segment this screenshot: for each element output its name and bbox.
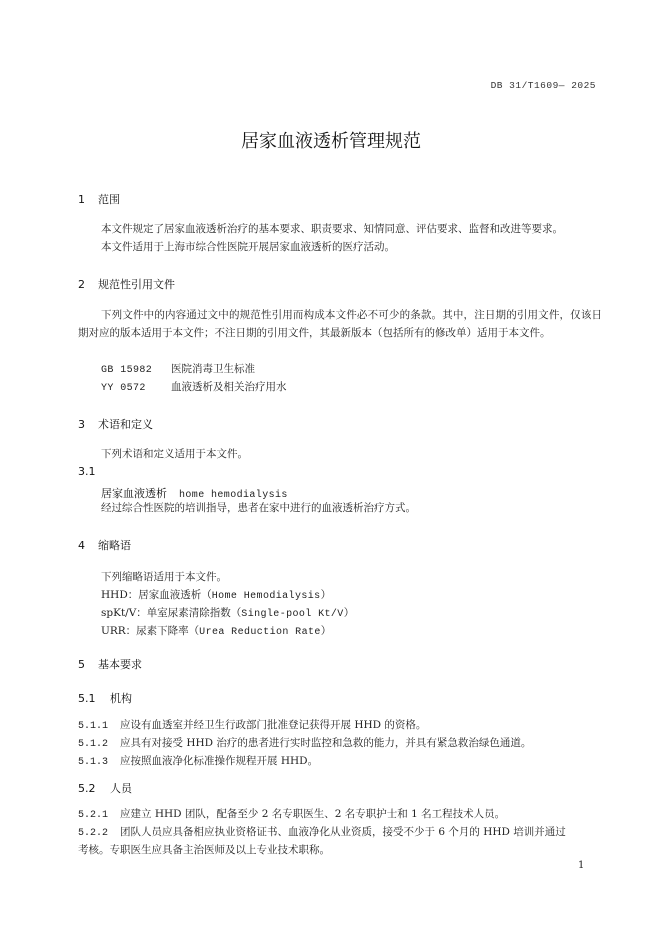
section-title: 缩略语 [98, 539, 131, 552]
paragraph: 下列缩略语适用于本文件。 [101, 571, 227, 583]
section-title: 规范性引用文件 [98, 278, 175, 291]
clause-number: 5.1.1 [78, 721, 109, 732]
section-title: 范围 [98, 193, 120, 206]
abbreviation-english: Home Hemodialysis [211, 591, 321, 602]
normative-reference [101, 379, 287, 394]
abbreviation-english: Urea Reduction Rate [199, 627, 321, 638]
subsection-title: 人员 [110, 782, 132, 795]
abbreviation-label: spKt/V：单室尿素清除指数（ [101, 607, 242, 619]
abbreviation-item [101, 623, 331, 638]
abbreviation-close: ） [320, 625, 332, 637]
term-definition: 经过综合性医院的培训指导，患者在家中进行的血液透析治疗方式。 [101, 502, 416, 514]
section-title: 术语和定义 [98, 418, 153, 431]
clause-number: 5.2.1 [78, 810, 109, 821]
abbreviation-item [101, 587, 331, 602]
term-name: 居家血液透析 [101, 487, 167, 500]
normative-reference [101, 361, 255, 376]
abbreviation-item [101, 605, 354, 620]
clause-number: 5.2.2 [78, 828, 109, 839]
abbreviation-english: Single-pool Kt/V [241, 609, 344, 620]
clause-text: 团队人员应具备相应执业资格证书、血液净化从业资质，接受不少于 6 个月的 HHD 培训并通过 [120, 826, 566, 838]
reference-title: 医院消毒卫生标准 [171, 363, 255, 375]
subsection-5-2-heading [78, 780, 132, 796]
section-2-heading [78, 276, 175, 292]
clause-number: 5.1.3 [78, 757, 109, 768]
section-number: 2 [78, 278, 85, 291]
section-number: 3 [78, 418, 85, 431]
clause-5-2-2 [78, 824, 566, 839]
clause-5-1-3 [78, 753, 318, 768]
clause-5-1-1 [78, 717, 426, 732]
clause-5-2-1 [78, 806, 505, 821]
page-number: 1 [578, 860, 585, 871]
abbreviation-label: HHD：居家血液透析（ [101, 589, 212, 601]
section-number: 4 [78, 539, 85, 552]
paragraph: 下列文件中的内容通过文中的规范性引用而构成本文件必不可少的条款。其中，注日期的引用文件，仅该日期对应的版本适用于本文件；不注日期的引用文件，其最新版本（包括所有的修改单）适用于本文件。 [78, 309, 602, 339]
reference-code: GB 15982 [101, 365, 153, 376]
reference-code: YY 0572 [101, 383, 146, 394]
term-entry [101, 482, 288, 501]
paragraph: 本文件规定了居家血液透析治疗的基本要求、职责要求、知情同意、评估要求、监督和改进等要求。 [101, 223, 563, 235]
section-1-heading [78, 191, 120, 207]
paragraph: 本文件适用于上海市综合性医院开展居家血液透析的医疗活动。 [101, 241, 395, 253]
section-number: 5 [78, 658, 85, 671]
subsection-number: 5.1 [78, 692, 96, 705]
clause-number: 5.1.2 [78, 739, 109, 750]
section-3-heading [78, 416, 153, 432]
term-english: home hemodialysis [179, 490, 288, 501]
abbreviation-label: URR：尿素下降率（ [101, 625, 200, 637]
term-number: 3.1 [78, 465, 96, 478]
clause-text: 应建立 HHD 团队，配备至少 2 名专职医生、2 名专职护士和 1 名工程技术人员。 [120, 808, 506, 820]
abbreviation-close: ） [343, 607, 355, 619]
paragraph: 下列术语和定义适用于本文件。 [101, 448, 248, 460]
clause-5-1-2 [78, 735, 531, 750]
clause-text: 应设有血透室并经卫生行政部门批准登记获得开展 HHD 的资格。 [120, 719, 427, 731]
clause-continuation: 考核。专职医生应具备主治医师及以上专业技术职称。 [78, 844, 330, 856]
document-title: 居家血液透析管理规范 [241, 131, 421, 152]
abbreviation-close: ） [320, 589, 332, 601]
subsection-5-1-heading [78, 690, 132, 706]
subsection-title: 机构 [110, 692, 132, 705]
standard-number: DB 31/T1609— 2025 [490, 80, 596, 91]
section-5-heading [78, 656, 142, 672]
clause-text: 应按照血液净化标准操作规程开展 HHD。 [120, 755, 319, 767]
reference-title: 血液透析及相关治疗用水 [171, 381, 287, 393]
section-number: 1 [78, 193, 85, 206]
section-title: 基本要求 [98, 658, 142, 671]
section-4-heading [78, 537, 131, 553]
clause-text: 应具有对接受 HHD 治疗的患者进行实时监控和急救的能力，并具有紧急救治绿色通道。 [120, 737, 532, 749]
subsection-number: 5.2 [78, 782, 96, 795]
